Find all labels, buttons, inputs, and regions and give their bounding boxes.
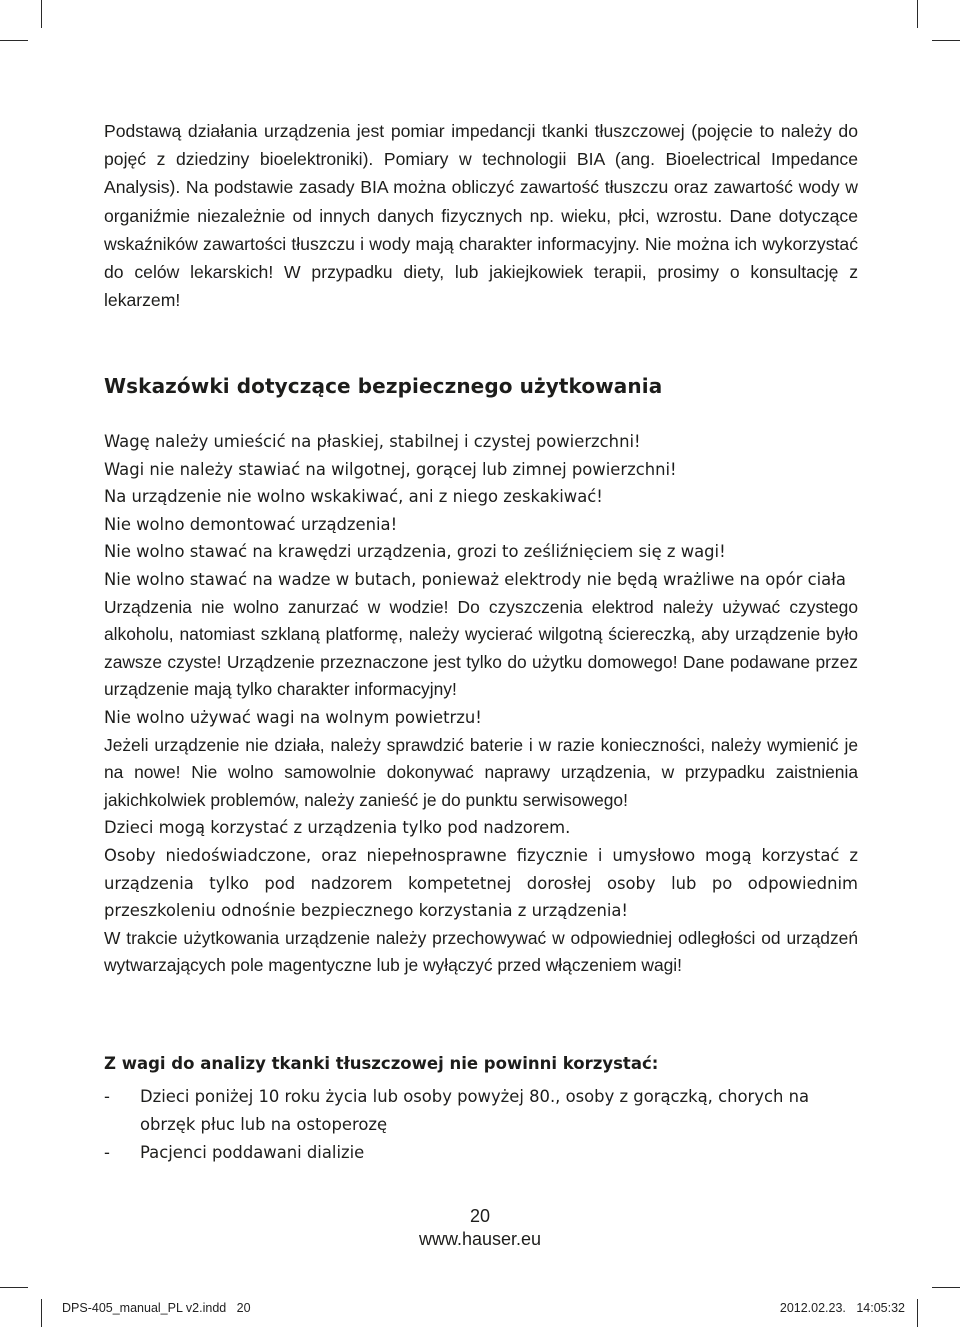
safety-rule: Osoby niedoświadczone, oraz niepełnosprawne fizycznie i umysłowo mogą korzystać z urządzenia tylko pod nadzorem kompetetnej dorosłej osoby lub po odpowiednim przeszkoleniu odnośnie bezpiecznego korzystania z urządzenia! <box>104 845 858 921</box>
safety-rule: W trakcie użytkowania urządzenie należy przechowywać w odpowiedniej odległości od urządzeń wytwarzających pole magentyczne lub je wyłączyć przed włączeniem wagi! <box>104 927 858 976</box>
manual-page-content <box>104 117 858 1162</box>
contraindications-list <box>104 1083 858 1166</box>
file-slug: DPS-405_manual_PL v2.indd 20 <box>62 1301 251 1315</box>
crop-mark-top-left-vertical <box>41 0 42 28</box>
page-number: 20 <box>469 1206 491 1226</box>
safety-rule: Nie wolno stawać na wadze w butach, ponieważ elektrody nie będą wrażliwe na opór ciała <box>104 569 846 589</box>
safety-rule: Wagę należy umieścić na płaskiej, stabilnej i czystej powierzchni! <box>104 432 641 451</box>
list-item <box>104 1139 858 1167</box>
contraindications-heading: Z wagi do analizy tkanki tłuszczowej nie powinni korzystać: <box>104 1054 659 1073</box>
safety-rule: Nie wolno używać wagi na wolnym powietrzu! <box>104 707 482 727</box>
safety-rule: Na urządzenie nie wolno wskakiwać, ani z niego zeskakiwać! <box>104 487 603 507</box>
crop-mark-bottom-right-vertical <box>917 1299 918 1327</box>
list-bullet: - <box>104 1087 110 1106</box>
intro-paragraph: Podstawą działania urządzenia jest pomiar impedancji tkanki tłuszczowej (pojęcie to należy do pojęć z dziedziny bioelektroniki). Pomiary w technologii BIA (ang. Bioelectrical Impedance Analysis). Na podstawie zasady BIA można obliczyć zawartość tłuszczu oraz zawartość wody w organiźmie niezależnie od innych danych fizycznych np. wieku, płci, wzrostu. Dane dotyczące wskaźników zawartości tłuszczu i wody mają charakter informacyjny. Nie można ich wykorzystać do celów lekarskich! W przypadku diety, lub jakiejkowiek terapii, prosimy o konsultację z lekarzem! <box>104 121 858 311</box>
crop-mark-bottom-left-vertical <box>41 1299 42 1327</box>
safety-rule: Wagi nie należy stawiać na wilgotnej, gorącej lub zimnej powierzchni! <box>104 459 677 479</box>
print-timestamp: 2012.02.23. 14:05:32 <box>779 1301 905 1315</box>
safety-rules <box>104 428 858 980</box>
safety-rule: Jeżeli urządzenie nie działa, należy sprawdzić baterie i w razie konieczności, należy wymienić je na nowe! Nie wolno samowolnie dokonywać naprawy urządzenia, w przypadku zaistnienia jakichkolwiek problemów, należy zanieść je do punktu serwisowego! <box>104 734 858 810</box>
crop-mark-top-right-vertical <box>917 0 918 28</box>
safety-heading: Wskazówki dotyczące bezpiecznego użytkowania <box>104 374 663 398</box>
website-url: www.hauser.eu <box>418 1229 542 1249</box>
list-item-text: Pacjenci poddawani dializie <box>140 1142 365 1162</box>
crop-mark-bottom-left-horizontal <box>0 1287 28 1288</box>
list-item <box>104 1083 858 1139</box>
crop-mark-bottom-right-horizontal <box>932 1287 960 1288</box>
list-item-text: Dzieci poniżej 10 roku życia lub osoby powyżej 80., osoby z gorączką, chorych na obrzęk płuc lub na ostoperozę <box>140 1087 810 1134</box>
crop-mark-top-right-horizontal <box>932 40 960 41</box>
list-bullet: - <box>104 1142 110 1162</box>
safety-rule: Urządzenia nie wolno zanurzać w wodzie! Do czyszczenia elektrod należy używać czystego alkoholu, natomiast szklaną platformę, należy wycierać wilgotną ściereczką, aby urządzenie było zawsze czyste! Urządzenie przeznaczone jest tylko do użytku domowego! Dane podawane przez urządzenie mają tylko charakter informacyjny! <box>104 596 858 700</box>
safety-rule: Dzieci mogą korzystać z urządzenia tylko pod nadzorem. <box>104 818 571 838</box>
safety-rule: Nie wolno stawać na krawędzi urządzenia, grozi to ześliźnięciem się z wagi! <box>104 542 726 562</box>
crop-mark-top-left-horizontal <box>0 40 28 41</box>
safety-rule: Nie wolno demontować urządzenia! <box>104 514 398 534</box>
